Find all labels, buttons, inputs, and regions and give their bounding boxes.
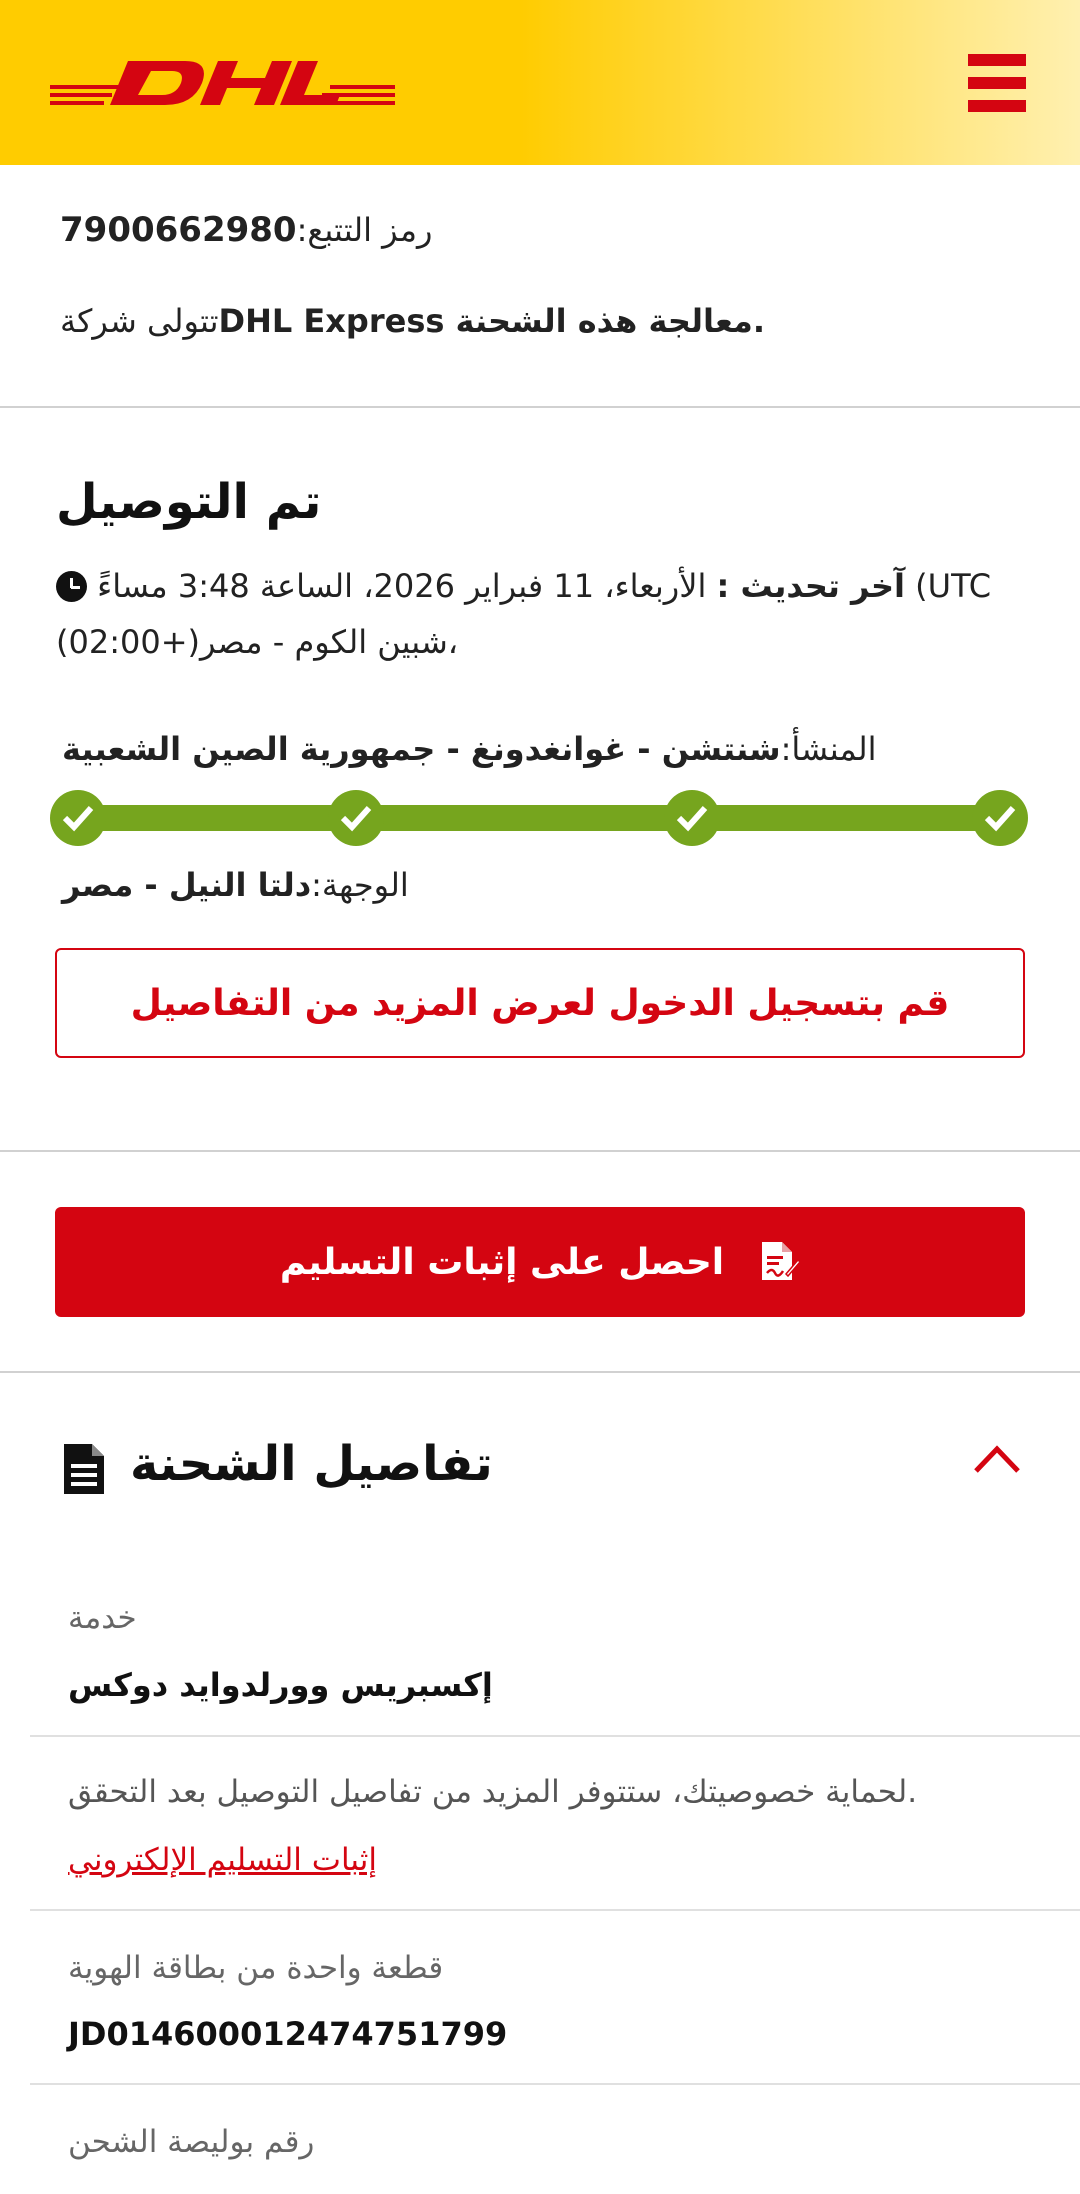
handler-bold: DHL Express معالجة هذه الشحنة. [218, 302, 765, 340]
service-label: خدمة [68, 1600, 137, 1636]
handler-prefix: تتولى شركة [60, 302, 219, 340]
progress-step-check-icon [972, 790, 1028, 846]
hamburger-menu-icon[interactable] [968, 54, 1026, 112]
updated-value: الأربعاء، 11 فبراير 2026، الساعة 3:48 مساءً (UTC [97, 567, 992, 605]
tracking-code-label: رمز التتبع: [296, 211, 433, 249]
origin-value: شنتشن - غوانغدونغ - جمهورية الصين الشعبية [62, 730, 781, 768]
clock-icon [56, 571, 87, 602]
divider [0, 406, 1080, 408]
chevron-up-icon[interactable] [973, 1444, 1021, 1474]
origin-label: المنشأ: [780, 730, 877, 768]
progress-step-check-icon [664, 790, 720, 846]
progress-step-check-icon [50, 790, 106, 846]
tracking-code: 7900662980 [60, 210, 297, 250]
piece-id-value: JD014600012474751799 [68, 2015, 508, 2053]
destination-value: دلتا النيل - مصر [62, 866, 312, 904]
pod-label: احصل على إثبات التسليم [279, 1241, 725, 1283]
divider [30, 1909, 1080, 1911]
shipment-details-title: تفاصيل الشحنة [130, 1436, 493, 1492]
login-for-details-button[interactable]: قم بتسجيل الدخول لعرض المزيد من التفاصيل [55, 948, 1025, 1058]
destination-line [62, 866, 409, 904]
get-proof-of-delivery-button[interactable] [55, 1207, 1025, 1317]
divider [30, 1735, 1080, 1737]
status-title: تم التوصيل [56, 474, 322, 530]
divider [0, 1150, 1080, 1152]
dhl-logo[interactable] [50, 55, 395, 110]
tracking-code-line [60, 210, 1020, 250]
progress-bar [78, 805, 998, 831]
privacy-note: لحماية خصوصيتك، ستتوفر المزيد من تفاصيل التوصيل بعد التحقق. [68, 1774, 918, 1810]
divider [0, 1371, 1080, 1373]
updated-location: شبين الكوم - مصر(+02:00)، [56, 623, 459, 661]
progress-step-check-icon [328, 790, 384, 846]
document-icon [64, 1444, 104, 1494]
last-updated [56, 558, 1016, 670]
service-value: إكسبريس وورلدوايد دوكس [68, 1666, 493, 1704]
piece-label: قطعة واحدة من بطاقة الهوية [68, 1950, 444, 1986]
epod-link[interactable]: إثبات التسليم الإلكتروني [68, 1842, 378, 1878]
origin-line [62, 730, 877, 768]
waybill-label: رقم بوليصة الشحن [68, 2124, 315, 2160]
divider [30, 2083, 1080, 2085]
destination-label: الوجهة: [311, 866, 409, 904]
updated-label: آخر تحديث : [716, 567, 905, 605]
header-bar [0, 0, 1080, 165]
handler-line [60, 302, 765, 340]
document-signature-icon [756, 1240, 800, 1284]
